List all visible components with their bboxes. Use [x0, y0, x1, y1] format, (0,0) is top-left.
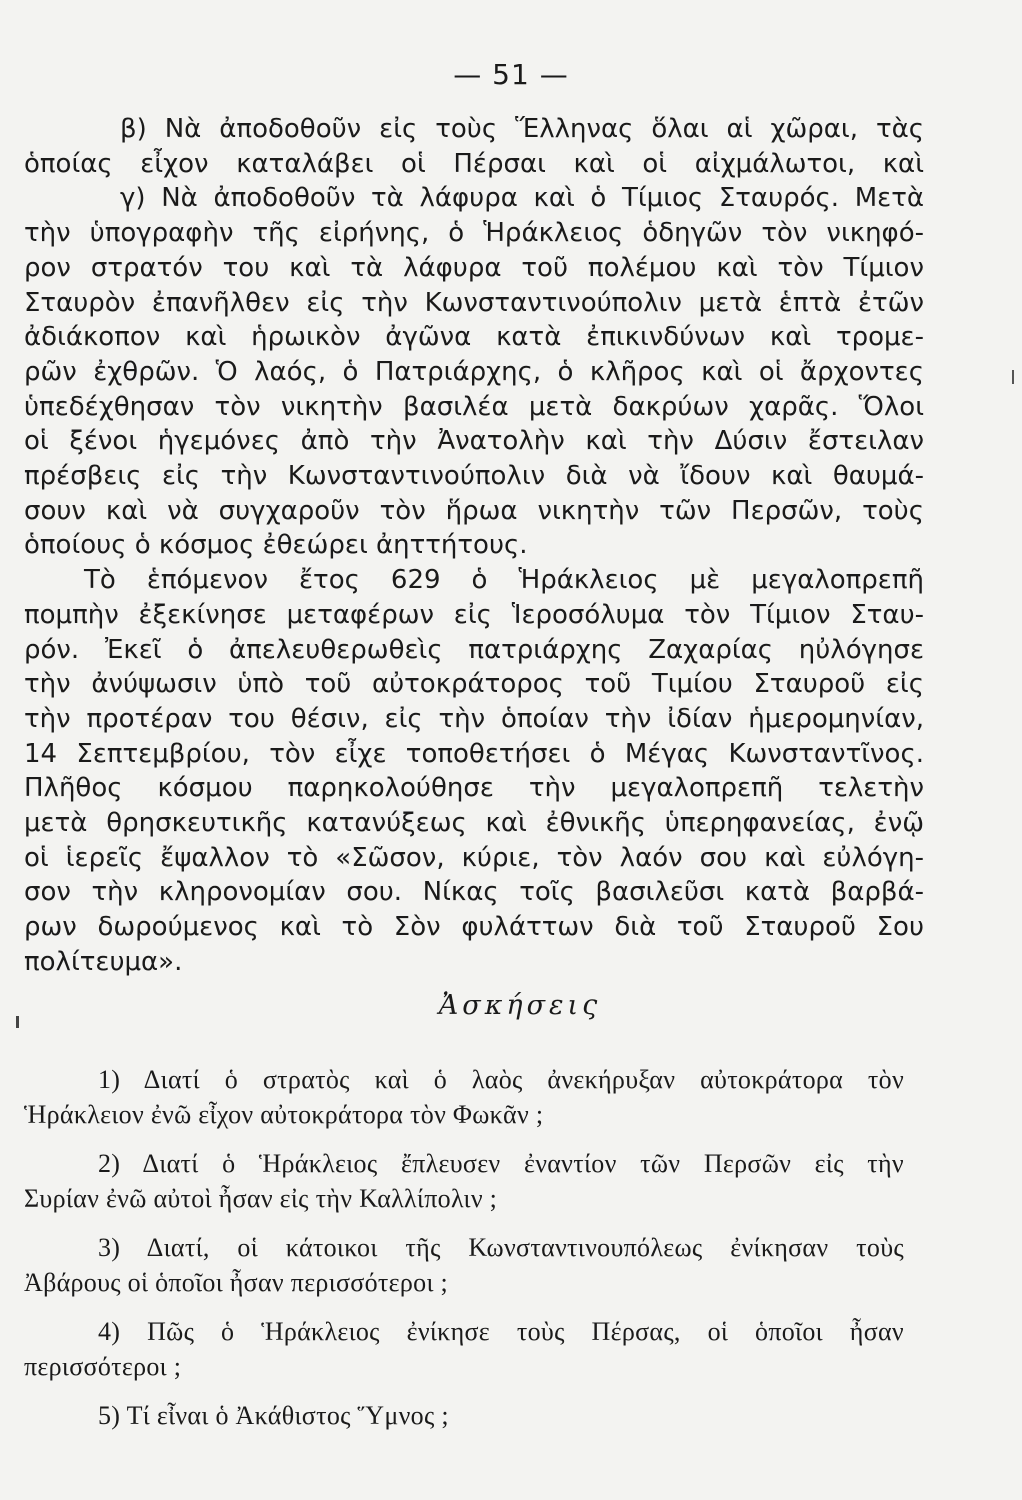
exercise-item: [24, 1398, 904, 1433]
exercise-line: περισσότεροι ;: [24, 1352, 182, 1381]
text-line: ὁποίας εἶχον καταλάβει οἱ Πέρσαι καὶ οἱ αἰχμάλωτοι, καὶ: [24, 148, 924, 179]
exercises-list: [24, 1062, 904, 1447]
exercise-line: 2) Διατί ὁ Ἡράκλειος ἔπλευσεν ἐναντίον τῶν Περσῶν εἰς τὴν: [98, 1149, 904, 1178]
text-line: ρόν. Ἐκεῖ ὁ ἀπελευθερωθεὶς πατριάρχης Ζαχαρίας ηὐλόγησε: [24, 634, 924, 665]
text-line: πολίτευμα».: [24, 946, 183, 977]
text-line: 14 Σεπτεμβρίου, τὸν εἶχε τοποθετήσει ὁ Μέγας Κωνσταντῖνος.: [24, 738, 924, 769]
text-line: ὁποίους ὁ κόσμος ἐθεώρει ἀηττήτους.: [24, 530, 528, 561]
exercise-line: Συρίαν ἐνῶ αὐτοὶ ἦσαν εἰς τὴν Καλλίπολιν ;: [24, 1184, 498, 1213]
text-line: Σταυρὸν ἐπανῆλθεν εἰς τὴν Κωνσταντινούπολιν μετὰ ἑπτὰ ἐτῶν: [24, 287, 924, 318]
text-line: τὴν ἀνύψωσιν ὑπὸ τοῦ αὐτοκράτορος τοῦ Τιμίου Σταυροῦ εἰς: [24, 669, 924, 700]
text-line: σον τὴν κληρονομίαν σου. Νίκας τοῖς βασιλεῦσι κατὰ βαρβά-: [24, 877, 924, 908]
text-line: ρον στρατόν του καὶ τὰ λάφυρα τοῦ πολέμου καὶ τὸν Τίμιον: [24, 252, 924, 283]
exercise-line: 1) Διατί ὁ στρατὸς καὶ ὁ λαὸς ἀνεκήρυξαν αὐτοκράτορα τὸν: [98, 1065, 904, 1094]
exercise-line: Ἡράκλειον ἐνῶ εἶχον αὐτοκράτορα τὸν Φωκᾶν ;: [24, 1100, 544, 1129]
text-line: ὑπεδέχθησαν τὸν νικητὴν βασιλέα μετὰ δακρύων χαρᾶς. Ὅλοι: [24, 391, 924, 422]
exercise-line: 3) Διατί, οἱ κάτοικοι τῆς Κωνσταντινουπόλεως ἐνίκησαν τοὺς: [98, 1233, 904, 1262]
text-line: οἱ ἱερεῖς ἔψαλλον τὸ «Σῶσον, κύριε, τὸν λαόν σου καὶ εὐλόγη-: [24, 842, 924, 873]
text-line: γ) Νὰ ἀποδοθοῦν τὰ λάφυρα καὶ ὁ Τίμιος Σταυρός. Μετὰ: [120, 183, 924, 214]
text-line: μετὰ θρησκευτικῆς κατανύξεως καὶ ἐθνικῆς ὑπερηφανείας, ἐνῷ: [24, 808, 924, 839]
exercise-item: [24, 1146, 904, 1216]
exercises-heading: Ἀσκήσεις: [438, 990, 602, 1021]
text-line: β) Νὰ ἀποδοθοῦν εἰς τοὺς Ἕλληνας ὅλαι αἱ χῶραι, τὰς: [120, 114, 924, 144]
text-line: τὴν ὑπογραφὴν τῆς εἰρήνης, ὁ Ἡράκλειος ὁδηγῶν τὸν νικηφό-: [24, 218, 924, 249]
text-line: Πλῆθος κόσμου παρηκολούθησε τὴν μεγαλοπρεπῆ τελετὴν: [24, 773, 924, 804]
exercise-item: [24, 1230, 904, 1300]
body-text: [24, 112, 924, 980]
text-line: ρων δωρούμενος καὶ τὸ Σὸν φυλάττων διὰ τοῦ Σταυροῦ Σου: [24, 912, 924, 943]
text-line: πομπὴν ἐξεκίνησε μεταφέρων εἰς Ἱεροσόλυμα τὸν Τίμιον Σταυ-: [24, 599, 924, 630]
margin-mark: [1012, 370, 1014, 384]
text-line: τὴν προτέραν του θέσιν, εἰς τὴν ὁποίαν τὴν ἰδίαν ἡμερομηνίαν,: [24, 703, 924, 734]
text-line: ἀδιάκοπον καὶ ἡρωικὸν ἀγῶνα κατὰ ἐπικινδύνων καὶ τρομε-: [24, 322, 924, 353]
text-line: σουν καὶ νὰ συγχαροῦν τὸν ἥρωα νικητὴν τῶν Περσῶν, τοὺς: [24, 495, 924, 526]
page-number: — 51 —: [453, 58, 569, 91]
exercise-line: Ἀβάρους οἱ ὁποῖοι ἦσαν περισσότεροι ;: [24, 1268, 449, 1297]
exercise-line: 5) Τί εἶναι ὁ Ἀκάθιστος Ὕμνος ;: [98, 1401, 449, 1430]
text-line: πρέσβεις εἰς τὴν Κωνσταντινούπολιν διὰ νὰ ἴδουν καὶ θαυμά-: [24, 461, 924, 492]
text-line: οἱ ξένοι ἡγεμόνες ἀπὸ τὴν Ἀνατολὴν καὶ τὴν Δύσιν ἔστειλαν: [24, 426, 924, 457]
exercise-line: 4) Πῶς ὁ Ἡράκλειος ἐνίκησε τοὺς Πέρσας, οἱ ὁποῖοι ἦσαν: [98, 1317, 904, 1346]
text-line: Τὸ ἑπόμενον ἔτος 629 ὁ Ἡράκλειος μὲ μεγαλοπρεπῆ: [84, 565, 924, 596]
exercise-item: [24, 1314, 904, 1384]
text-line: ρῶν ἐχθρῶν. Ὁ λαός, ὁ Πατριάρχης, ὁ κλῆρος καὶ οἱ ἄρχοντες: [24, 356, 924, 387]
exercise-item: [24, 1062, 904, 1132]
